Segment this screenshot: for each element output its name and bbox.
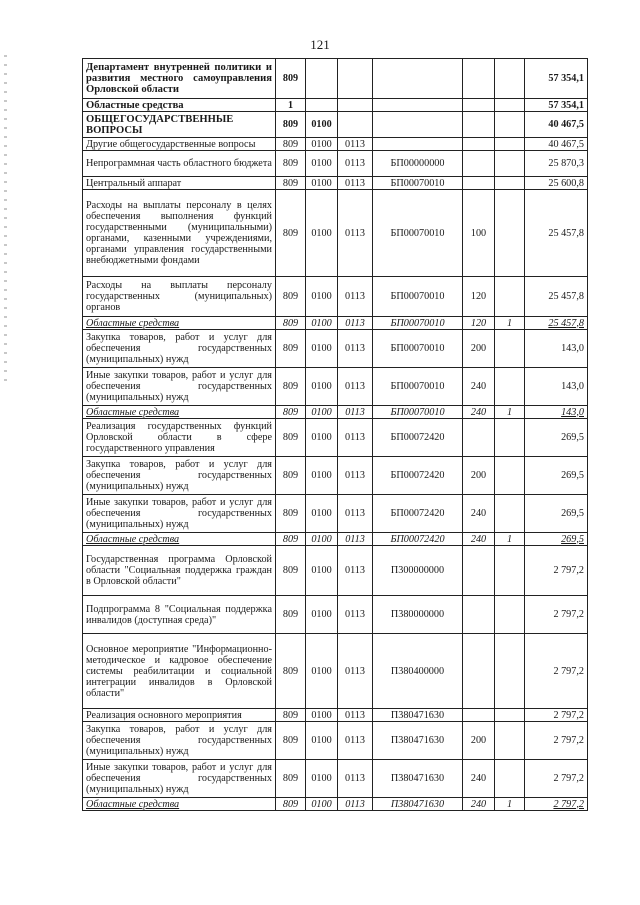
row-target-article — [373, 59, 463, 99]
row-amount: 143,0 — [525, 406, 588, 419]
row-target-article: П380471630 — [373, 722, 463, 760]
row-amount: 143,0 — [525, 330, 588, 368]
row-subsection: 0113 — [338, 190, 373, 277]
row-target-article — [373, 112, 463, 138]
table-row — [83, 317, 588, 330]
row-expense-type: 200 — [463, 330, 495, 368]
row-expense-type — [463, 709, 495, 722]
row-expense-type — [463, 419, 495, 457]
table-row — [83, 177, 588, 190]
row-funding-source — [495, 330, 525, 368]
row-subsection: 0113 — [338, 634, 373, 709]
row-amount: 25 457,8 — [525, 317, 588, 330]
row-target-article — [373, 99, 463, 112]
row-grbs: 809 — [276, 596, 306, 634]
row-target-article: БП00070010 — [373, 177, 463, 190]
row-name: Центральный аппарат — [83, 177, 276, 190]
table-row — [83, 151, 588, 177]
row-subsection — [338, 112, 373, 138]
row-amount: 25 870,3 — [525, 151, 588, 177]
row-section: 0100 — [306, 112, 338, 138]
row-section: 0100 — [306, 457, 338, 495]
row-grbs: 809 — [276, 317, 306, 330]
row-target-article: П380000000 — [373, 596, 463, 634]
row-subsection — [338, 59, 373, 99]
row-target-article: БП00070010 — [373, 317, 463, 330]
row-funding-source: 1 — [495, 533, 525, 546]
row-name: ОБЩЕГОСУДАРСТВЕННЫЕ ВОПРОСЫ — [83, 112, 276, 138]
row-amount: 57 354,1 — [525, 99, 588, 112]
row-section: 0100 — [306, 533, 338, 546]
row-section: 0100 — [306, 760, 338, 798]
row-expense-type — [463, 546, 495, 596]
table-row — [83, 709, 588, 722]
row-amount: 2 797,2 — [525, 634, 588, 709]
row-funding-source — [495, 99, 525, 112]
row-subsection: 0113 — [338, 495, 373, 533]
row-funding-source — [495, 709, 525, 722]
row-expense-type — [463, 177, 495, 190]
row-expense-type — [463, 59, 495, 99]
row-amount: 25 600,8 — [525, 177, 588, 190]
row-subsection: 0113 — [338, 406, 373, 419]
row-subsection — [338, 99, 373, 112]
row-name: Иные закупки товаров, работ и услуг для обеспечения государственных (муниципальных) нужд — [83, 760, 276, 798]
table-row — [83, 495, 588, 533]
row-section: 0100 — [306, 634, 338, 709]
row-expense-type: 240 — [463, 406, 495, 419]
row-funding-source — [495, 138, 525, 151]
table-row — [83, 277, 588, 317]
row-name: Основное мероприятие "Информационно-методическое и кадровое обеспечение системы реабилитации и социальной интеграции инвалидов в Орловской области" — [83, 634, 276, 709]
row-section: 0100 — [306, 596, 338, 634]
table-row — [83, 596, 588, 634]
row-name: Реализация основного мероприятия — [83, 709, 276, 722]
row-amount: 2 797,2 — [525, 709, 588, 722]
row-funding-source — [495, 151, 525, 177]
row-section: 0100 — [306, 177, 338, 190]
row-grbs: 809 — [276, 722, 306, 760]
row-subsection: 0113 — [338, 709, 373, 722]
row-subsection: 0113 — [338, 533, 373, 546]
row-grbs: 809 — [276, 406, 306, 419]
table-row — [83, 533, 588, 546]
row-grbs: 809 — [276, 419, 306, 457]
row-name: Областные средства — [83, 406, 276, 419]
row-name: Закупка товаров, работ и услуг для обеспечения государственных (муниципальных) нужд — [83, 722, 276, 760]
row-expense-type — [463, 596, 495, 634]
row-subsection: 0113 — [338, 760, 373, 798]
row-amount: 269,5 — [525, 533, 588, 546]
row-section: 0100 — [306, 798, 338, 811]
row-subsection: 0113 — [338, 151, 373, 177]
row-grbs: 809 — [276, 151, 306, 177]
row-subsection: 0113 — [338, 138, 373, 151]
row-subsection: 0113 — [338, 368, 373, 406]
row-name: Департамент внутренней политики и развития местного самоуправления Орловской области — [83, 59, 276, 99]
row-subsection: 0113 — [338, 330, 373, 368]
row-target-article: П380471630 — [373, 798, 463, 811]
row-grbs: 809 — [276, 177, 306, 190]
table-row — [83, 546, 588, 596]
row-grbs: 809 — [276, 533, 306, 546]
row-funding-source — [495, 457, 525, 495]
page-number: 121 — [310, 37, 330, 52]
row-funding-source: 1 — [495, 798, 525, 811]
row-section: 0100 — [306, 419, 338, 457]
row-name: Государственная программа Орловской области "Социальная поддержка граждан в Орловской области" — [83, 546, 276, 596]
row-expense-type — [463, 99, 495, 112]
row-section: 0100 — [306, 406, 338, 419]
row-name: Непрограммная часть областного бюджета — [83, 151, 276, 177]
row-expense-type: 240 — [463, 760, 495, 798]
row-grbs: 809 — [276, 138, 306, 151]
row-grbs: 809 — [276, 277, 306, 317]
row-amount: 2 797,2 — [525, 760, 588, 798]
row-grbs: 1 — [276, 99, 306, 112]
row-amount: 2 797,2 — [525, 798, 588, 811]
row-section: 0100 — [306, 277, 338, 317]
row-section: 0100 — [306, 151, 338, 177]
row-target-article: БП00070010 — [373, 277, 463, 317]
row-name: Подпрограмма 8 "Социальная поддержка инвалидов (доступная среда)" — [83, 596, 276, 634]
row-target-article: БП00072420 — [373, 533, 463, 546]
row-amount: 40 467,5 — [525, 138, 588, 151]
scan-margin-marks — [4, 55, 7, 385]
row-funding-source — [495, 760, 525, 798]
row-grbs: 809 — [276, 59, 306, 99]
row-subsection: 0113 — [338, 457, 373, 495]
row-expense-type: 240 — [463, 533, 495, 546]
table-row — [83, 798, 588, 811]
row-section: 0100 — [306, 317, 338, 330]
row-expense-type: 120 — [463, 317, 495, 330]
row-grbs: 809 — [276, 368, 306, 406]
table-row — [83, 59, 588, 99]
row-grbs: 809 — [276, 798, 306, 811]
row-expense-type: 240 — [463, 368, 495, 406]
row-grbs: 809 — [276, 330, 306, 368]
row-name: Другие общегосударственные вопросы — [83, 138, 276, 151]
row-amount: 2 797,2 — [525, 546, 588, 596]
row-amount: 25 457,8 — [525, 190, 588, 277]
row-subsection: 0113 — [338, 419, 373, 457]
row-target-article: П380471630 — [373, 760, 463, 798]
row-amount: 269,5 — [525, 457, 588, 495]
budget-table — [82, 58, 588, 811]
row-grbs: 809 — [276, 457, 306, 495]
row-funding-source — [495, 546, 525, 596]
row-name: Расходы на выплаты персоналу государственных (муниципальных) органов — [83, 277, 276, 317]
row-target-article: П380400000 — [373, 634, 463, 709]
table-row — [83, 406, 588, 419]
table-row — [83, 419, 588, 457]
row-name: Иные закупки товаров, работ и услуг для обеспечения государственных (муниципальных) нужд — [83, 368, 276, 406]
row-expense-type: 240 — [463, 798, 495, 811]
row-target-article: БП00070010 — [373, 406, 463, 419]
row-section: 0100 — [306, 495, 338, 533]
row-subsection: 0113 — [338, 722, 373, 760]
row-section: 0100 — [306, 722, 338, 760]
table-row — [83, 112, 588, 138]
table-row — [83, 634, 588, 709]
table-row — [83, 368, 588, 406]
table-row — [83, 722, 588, 760]
row-amount: 57 354,1 — [525, 59, 588, 99]
row-funding-source — [495, 59, 525, 99]
row-section: 0100 — [306, 190, 338, 277]
row-target-article: БП00072420 — [373, 457, 463, 495]
row-target-article: БП00070010 — [373, 190, 463, 277]
row-name: Закупка товаров, работ и услуг для обеспечения государственных (муниципальных) нужд — [83, 330, 276, 368]
row-grbs: 809 — [276, 760, 306, 798]
row-name: Областные средства — [83, 99, 276, 112]
row-target-article: БП00070010 — [373, 330, 463, 368]
row-target-article: БП00000000 — [373, 151, 463, 177]
row-funding-source — [495, 634, 525, 709]
row-funding-source — [495, 495, 525, 533]
table-row — [83, 99, 588, 112]
row-subsection: 0113 — [338, 546, 373, 596]
row-section: 0100 — [306, 546, 338, 596]
row-subsection: 0113 — [338, 277, 373, 317]
row-subsection: 0113 — [338, 177, 373, 190]
row-subsection: 0113 — [338, 798, 373, 811]
row-section: 0100 — [306, 330, 338, 368]
table-row — [83, 330, 588, 368]
row-target-article — [373, 138, 463, 151]
row-expense-type: 200 — [463, 722, 495, 760]
row-amount: 143,0 — [525, 368, 588, 406]
row-target-article: П300000000 — [373, 546, 463, 596]
row-target-article: БП00072420 — [373, 419, 463, 457]
row-amount: 2 797,2 — [525, 722, 588, 760]
row-name: Иные закупки товаров, работ и услуг для обеспечения государственных (муниципальных) нужд — [83, 495, 276, 533]
row-section: 0100 — [306, 368, 338, 406]
row-grbs: 809 — [276, 634, 306, 709]
row-grbs: 809 — [276, 546, 306, 596]
row-expense-type: 120 — [463, 277, 495, 317]
row-funding-source: 1 — [495, 317, 525, 330]
row-expense-type: 200 — [463, 457, 495, 495]
row-amount: 40 467,5 — [525, 112, 588, 138]
row-expense-type — [463, 138, 495, 151]
row-expense-type — [463, 112, 495, 138]
row-subsection: 0113 — [338, 596, 373, 634]
row-grbs: 809 — [276, 190, 306, 277]
row-funding-source — [495, 190, 525, 277]
row-funding-source — [495, 596, 525, 634]
row-grbs: 809 — [276, 495, 306, 533]
row-target-article: П380471630 — [373, 709, 463, 722]
row-target-article: БП00072420 — [373, 495, 463, 533]
table-row — [83, 457, 588, 495]
row-target-article: БП00070010 — [373, 368, 463, 406]
row-subsection: 0113 — [338, 317, 373, 330]
row-section: 0100 — [306, 709, 338, 722]
row-name: Областные средства — [83, 533, 276, 546]
row-name: Реализация государственных функций Орловской области в сфере государственного управления — [83, 419, 276, 457]
row-expense-type — [463, 634, 495, 709]
row-funding-source — [495, 419, 525, 457]
table-row — [83, 138, 588, 151]
row-name: Областные средства — [83, 798, 276, 811]
row-section — [306, 59, 338, 99]
row-funding-source — [495, 277, 525, 317]
row-expense-type — [463, 151, 495, 177]
row-funding-source: 1 — [495, 406, 525, 419]
row-name: Закупка товаров, работ и услуг для обеспечения государственных (муниципальных) нужд — [83, 457, 276, 495]
row-expense-type: 240 — [463, 495, 495, 533]
row-name: Областные средства — [83, 317, 276, 330]
row-funding-source — [495, 368, 525, 406]
row-expense-type: 100 — [463, 190, 495, 277]
row-grbs: 809 — [276, 112, 306, 138]
row-amount: 269,5 — [525, 419, 588, 457]
row-funding-source — [495, 177, 525, 190]
table-row — [83, 190, 588, 277]
row-amount: 25 457,8 — [525, 277, 588, 317]
row-amount: 2 797,2 — [525, 596, 588, 634]
row-funding-source — [495, 112, 525, 138]
row-section: 0100 — [306, 138, 338, 151]
row-funding-source — [495, 722, 525, 760]
row-name: Расходы на выплаты персоналу в целях обеспечения выполнения функций государственными (муниципальными) органами, казенными учреждениями, органами управления государственными внебюджетными фондами — [83, 190, 276, 277]
row-amount: 269,5 — [525, 495, 588, 533]
row-grbs: 809 — [276, 709, 306, 722]
table-row — [83, 760, 588, 798]
row-section — [306, 99, 338, 112]
